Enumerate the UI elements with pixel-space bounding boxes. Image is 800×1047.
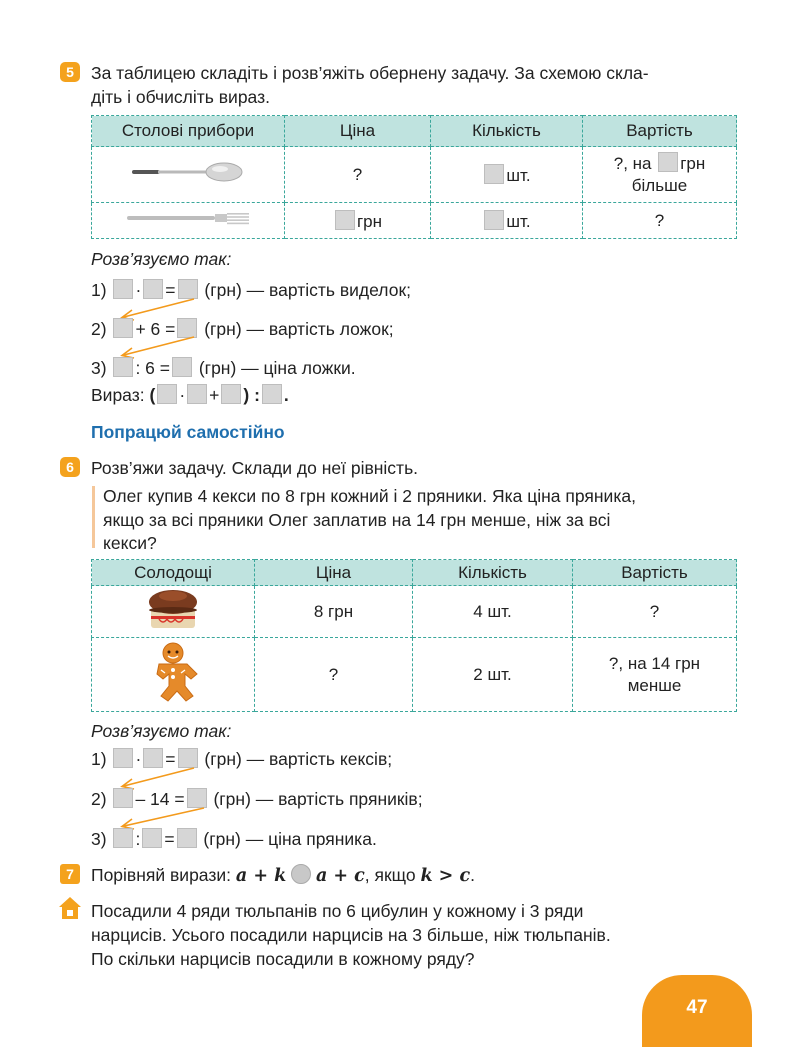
solution-step: 1) · = (грн) — вартість виделок; [91,280,411,300]
table-cell: ?, на грн більше [583,147,737,203]
table-header: Солодощі [92,560,255,586]
fork-image [92,203,285,239]
task-text: Порівняй вирази: a + k a + c, якщо k > c. [91,865,475,886]
table-cell: ? [573,586,737,638]
task-text: Розв’яжи задачу. Склади до неї рівність. [91,458,419,478]
cupcake-image [92,586,255,638]
table-cell: ? [285,147,431,203]
table-cell: 4 шт. [413,586,573,638]
data-table [91,559,737,712]
blank-box [484,210,504,230]
task-number-badge: 7 [60,864,80,884]
problem-text: Олег купив 4 кекси по 8 грн кожний і 2 пряники. Яка ціна пряника, [103,486,636,506]
table-header: Ціна [255,560,413,586]
table-cell: 8 грн [255,586,413,638]
quote-bar [92,486,95,548]
compare-circle-icon [291,864,311,884]
solution-step: 3) : = (грн) — ціна пряника. [91,829,377,849]
blank-box [484,164,504,184]
task-text: діть і обчисліть вираз. [91,87,270,107]
solution-step: 2) – 14 = (грн) — вартість пряників; [91,789,423,809]
table-header: Кількість [431,116,583,147]
table-cell: ? [255,638,413,712]
blank-box [335,210,355,230]
table-header: Кількість [413,560,573,586]
table-header: Вартість [583,116,737,147]
homework-text: По скільки нарцисів посадили в кожному ряду? [91,949,475,969]
table-header: Ціна [285,116,431,147]
task-number-badge: 5 [60,62,80,82]
table-header: Вартість [573,560,737,586]
blank-box [113,828,133,848]
blank-box [113,357,133,377]
solution-step: 1) · = (грн) — вартість кексів; [91,749,393,769]
solve-label: Розв’язуємо так: [91,721,232,741]
spoon-image [92,147,285,203]
task-text: За таблицею складіть і розв’яжіть обернену задачу. За схемою скла- [91,63,649,83]
table-cell: грн [285,203,431,239]
table-header: Столові прибори [92,116,285,147]
solution-step: 2) + 6 = (грн) — вартість ложок; [91,319,394,339]
section-heading: Попрацюй самостійно [91,422,285,442]
table-cell: 2 шт. [413,638,573,712]
problem-text: якщо за всі пряники Олег заплатив на 14 грн менше, ніж за всі [103,510,611,530]
data-table [91,115,737,239]
blank-box [172,357,192,377]
house-icon [58,896,82,920]
blank-box [658,152,678,172]
solution-step: 3) : 6 = (грн) — ціна ложки. [91,358,356,378]
problem-text: кекси? [103,533,157,553]
homework-text: нарцисів. Усього посадили нарцисів на 3 більше, ніж тюльпанів. [91,925,611,945]
blank-box [142,828,162,848]
blank-box [262,384,282,404]
solve-label: Розв’язуємо так: [91,249,232,269]
page-number: 47 [642,975,752,1047]
blank-box [177,828,197,848]
blank-box [221,384,241,404]
table-cell: ?, на 14 грн менше [573,638,737,712]
homework-text: Посадили 4 ряди тюльпанів по 6 цибулин у кожному і 3 ряди [91,901,584,921]
task-number-badge: 6 [60,457,80,477]
expression-line: Вираз: ( · + ) : . [91,385,289,405]
table-cell: шт. [431,147,583,203]
gingerbread-image [92,638,255,712]
table-cell: шт. [431,203,583,239]
table-cell: ? [583,203,737,239]
blank-box [187,384,207,404]
blank-box [157,384,177,404]
